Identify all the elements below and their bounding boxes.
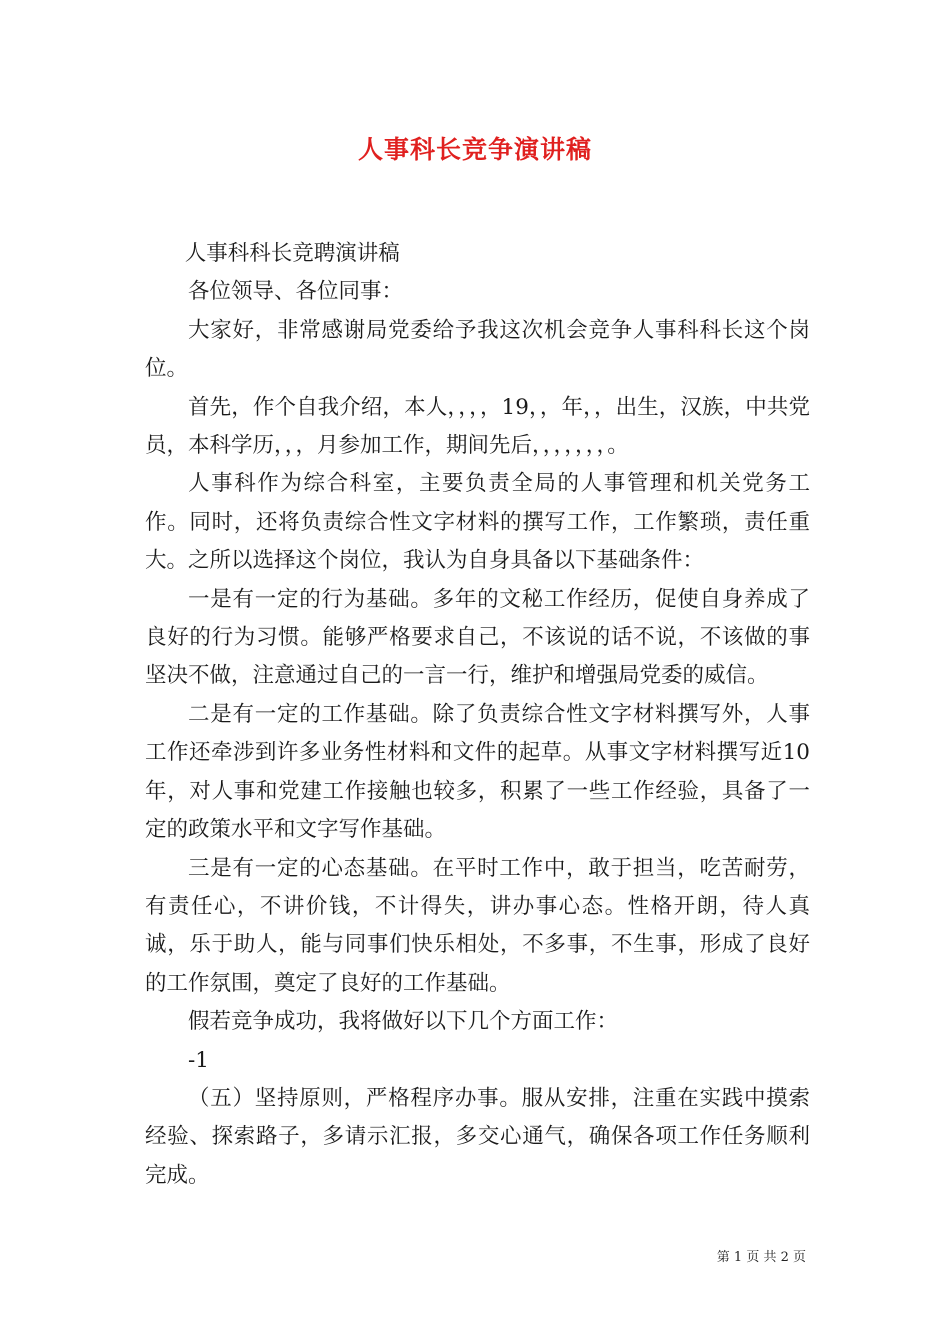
salutation: 各位领导、各位同事： <box>188 279 404 305</box>
document-title: 人事科长竞争演讲稿 <box>357 135 592 164</box>
speech-subtitle: 人事科科长竞聘演讲稿 <box>184 241 400 266</box>
page-number: 第 1 页 共 2 页 <box>716 1250 806 1265</box>
body-paragraph: 假若竞争成功，我将做好以下几个方面工作： <box>188 1009 619 1035</box>
list-marker: -1 <box>188 1047 209 1073</box>
body-paragraph: （五）坚持原则，严格程序办事。服从安排，注重在实践中摸索经验、探索路子，多请示汇报，多交心通气，确保各项工作任务顺利完成。 <box>145 1085 810 1188</box>
document-body <box>145 235 810 1195</box>
body-paragraph: 二是有一定的工作基础。除了负责综合性文字材料撰写外，人事工作还牵涉到许多业务性材料和文件的起草。从事文字材料撰写近10年，对人事和党建工作接触也较多，积累了一些工作经验，具备了一定的政策水平和文字写作基础。 <box>145 701 810 843</box>
body-paragraph: 大家好，非常感谢局党委给予我这次机会竞争人事科科长这个岗位。 <box>145 317 810 382</box>
body-paragraph: 三是有一定的心态基础。在平时工作中，敢于担当，吃苦耐劳，有责任心，不讲价钱，不计得失，讲办事心态。性格开朗，待人真诚，乐于助人，能与同事们快乐相处，不多事，不生事，形成了良好的工作氛围，奠定了良好的工作基础。 <box>145 855 810 996</box>
body-paragraph: 一是有一定的行为基础。多年的文秘工作经历，促使自身养成了良好的行为习惯。能够严格要求自己，不该说的话不说，不该做的事坚决不做，注意通过自己的一言一行，维护和增强局党委的威信。 <box>145 586 810 689</box>
body-paragraph: 人事科作为综合科室，主要负责全局的人事管理和机关党务工作。同时，还将负责综合性文字材料的撰写工作，工作繁琐，责任重大。之所以选择这个岗位，我认为自身具备以下基础条件： <box>145 471 810 574</box>
body-paragraph: 首先，作个自我介绍，本人，，，，19，，年，，出生，汉族，中共党员，本科学历，，，月参加工作，期间先后，，，，，，，。 <box>145 394 810 459</box>
